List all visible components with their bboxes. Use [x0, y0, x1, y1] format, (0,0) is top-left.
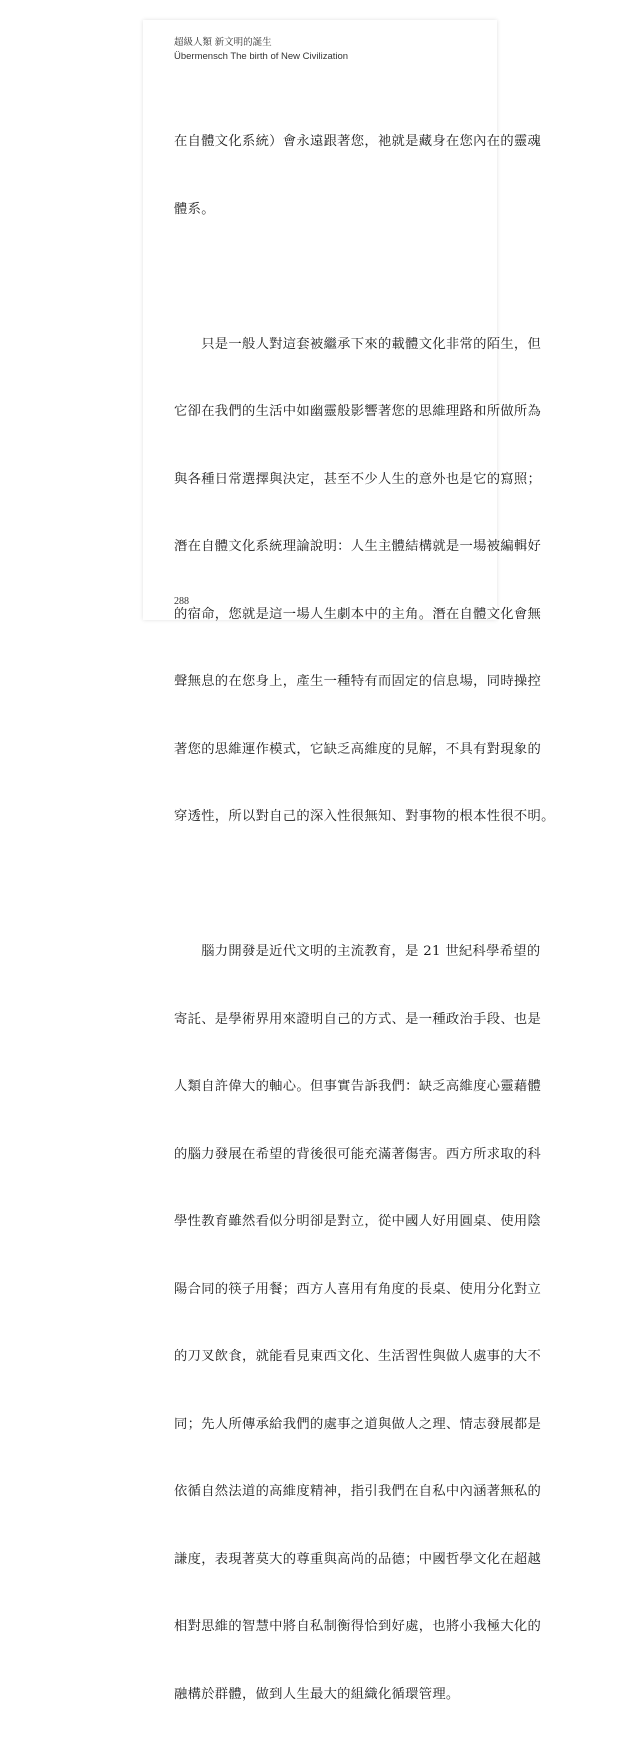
text-line: 寄託、是學術界用來證明自己的方式、是一種政治手段、也是: [174, 1011, 542, 1027]
text-line: 在自體文化系統）會永遠跟著您，祂就是藏身在您內在的靈魂: [174, 134, 542, 149]
header-title-english: Übermensch The birth of New Civilization: [174, 51, 349, 62]
text-line: 依循自然法道的高維度精神，指引我們在自私中內涵著無私的: [174, 1484, 542, 1499]
text-line: 著您的思維運作模式，它缺乏高維度的見解，不具有對現象的: [174, 741, 542, 757]
text-line: 的宿命，您就是這一場人生劇本中的主角。潛在自體文化會無: [174, 606, 542, 622]
text-line: 的腦力發展在希望的背後很可能充滿著傷害。西方所求取的科: [174, 1146, 542, 1162]
text-line: 腦力開發是近代文明的主流教育，是 21 世紀科學希望的: [174, 944, 541, 959]
text-line: 只是一般人對這套被繼承下來的載體文化非常的陌生，但: [174, 336, 542, 352]
text-line: 謙度，表現著莫大的尊重與高尚的品德；中國哲學文化在超越: [174, 1551, 542, 1567]
paragraph-2: [174, 289, 555, 874]
text-line: 體系。: [174, 201, 215, 217]
text-line: 學性教育雖然看似分明卻是對立，從中國人好用圓桌、使用陰: [174, 1214, 542, 1229]
text-line: 與各種日常選擇與決定，甚至不少人生的意外也是它的寫照；: [174, 471, 542, 487]
text-line: 陽合同的筷子用餐；西方人喜用有角度的長桌、使用分化對立: [174, 1281, 542, 1297]
text-line: 的刀叉飲食，就能看見東西文化、生活習性與做人處事的大不: [174, 1349, 542, 1364]
text-line: 聲無息的在您身上，產生一種特有而固定的信息場，同時操控: [174, 674, 542, 689]
header-title-chinese: 超級人類 新文明的誕生: [174, 37, 272, 48]
body-text: [174, 86, 555, 1751]
paragraph-3: [174, 896, 542, 1751]
text-line: 融構於群體，做到人生最大的組織化循環管理。: [174, 1686, 460, 1702]
page-number: 288: [174, 596, 189, 607]
text-line: 相對思維的智慧中將自私制衡得恰到好處，也將小我極大化的: [174, 1619, 542, 1634]
text-line: 它卻在我們的生活中如幽靈般影響著您的思維理路和所做所為: [174, 404, 542, 419]
text-line: 穿透性，所以對自己的深入性很無知、對事物的根本性很不明。: [174, 809, 555, 824]
text-line: 同；先人所傳承給我們的處事之道與做人之理、情志發展都是: [174, 1416, 542, 1432]
text-line: 人類自許偉大的軸心。但事實告訴我們：缺乏高維度心靈藉體: [174, 1079, 542, 1094]
text-line: 潛在自體文化系統理論說明：人生主體結構就是一場被編輯好: [174, 539, 542, 554]
paragraph-1: [174, 86, 542, 266]
running-header: [174, 36, 348, 64]
